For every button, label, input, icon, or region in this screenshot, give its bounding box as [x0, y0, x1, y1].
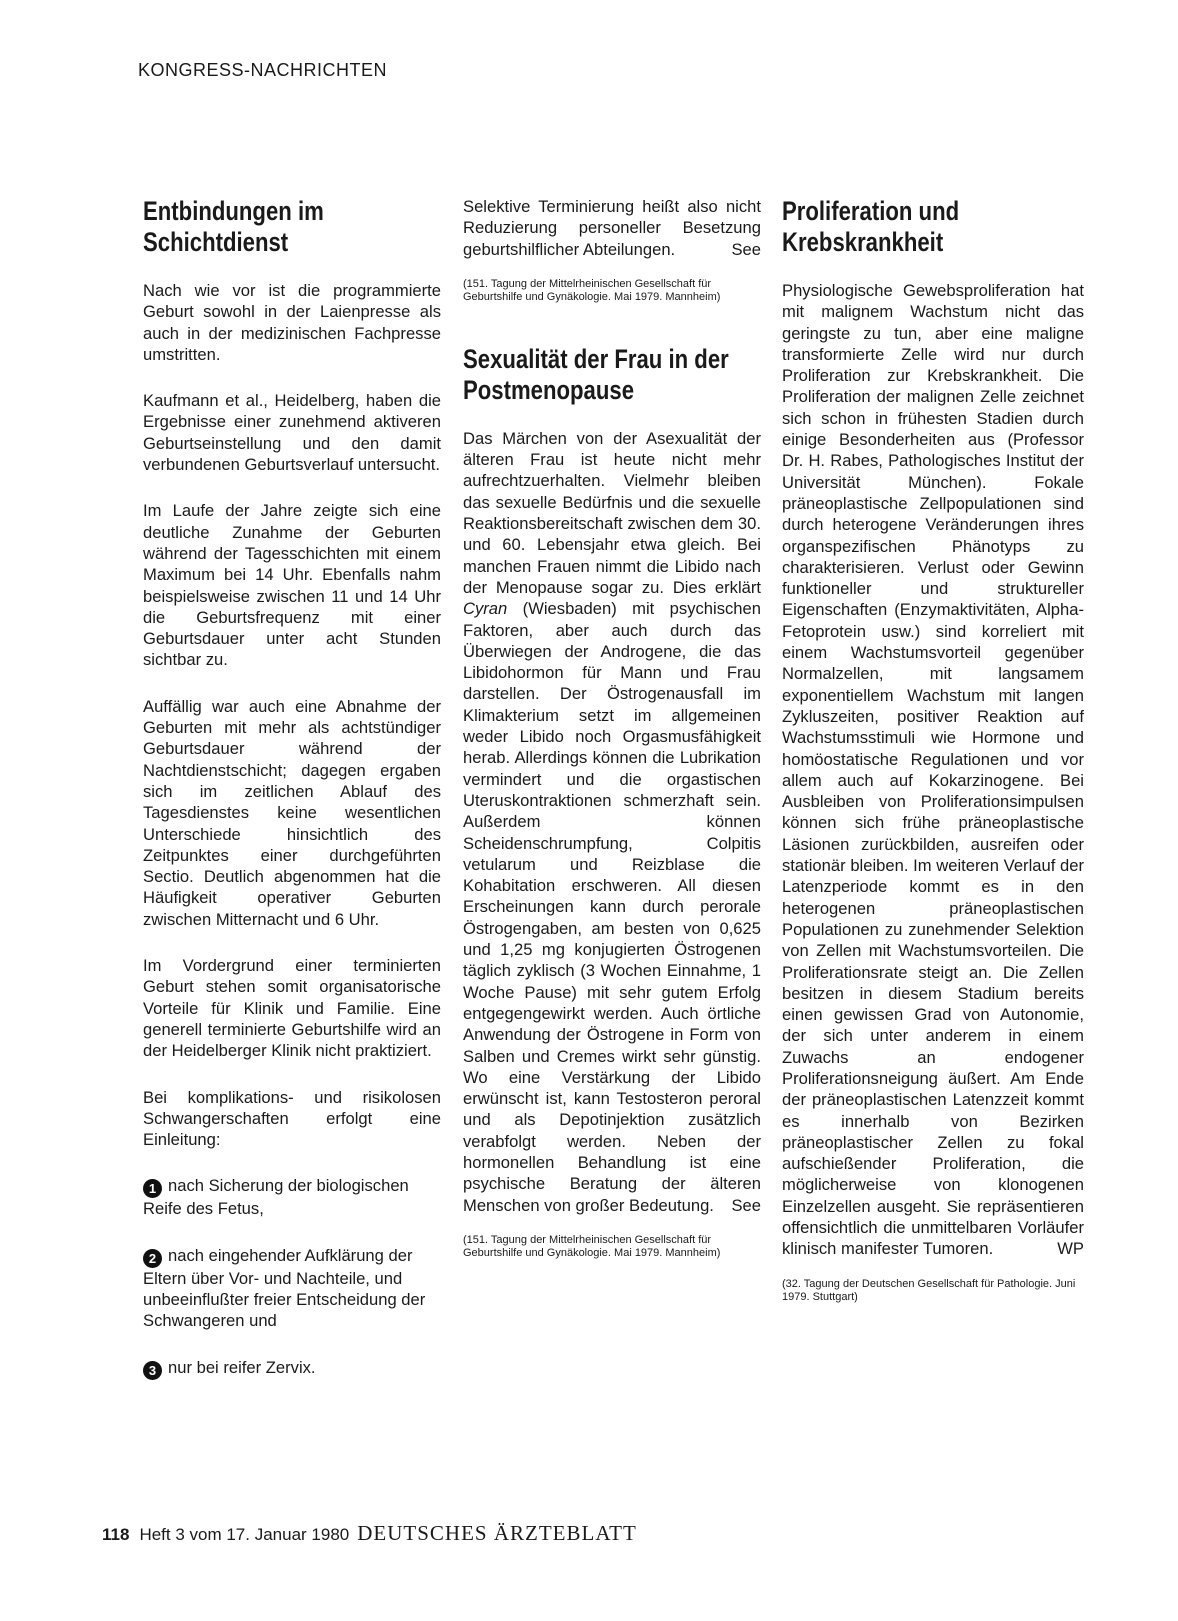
list-item [143, 1175, 441, 1219]
paragraph: Kaufmann et al., Heidelberg, haben die Ergebnisse einer zunehmend aktiveren Geburtseinstellung und den damit verbundenen Geburtsverlauf untersucht. [143, 391, 441, 475]
author-signature: See [731, 1195, 761, 1215]
article-title-2: Sexualität der Frau in der Postmenopause [463, 343, 729, 405]
author-name: Cyran [463, 599, 508, 619]
paragraph: Das Märchen von der Asexualität der älteren Frau ist heute nicht mehr aufrechtzuerhalten. Vielmehr bleiben das sexuelle Bedürfnis und die sexuelle Reaktionsbereitschaft zwischen dem 30. und 60. Lebensjahr etwa gleich. Bei manchen Frauen nimmt die Libido nach der Menopause sogar zu. Dies erklärt Cyran (Wiesbaden) mit psychischen Faktoren, aber auch durch das Überwiegen der Androgene, die das Libidohormon für Mann und Frau darstellen. Der Östrogenausfall im Klimakterium setzt im allgemeinen weder Libido noch Orgasmusfähigkeit herab. Allerdings können die Lubrikation vermindert und die orgastischen Uteruskontraktionen schmerzhaft sein. Außerdem können Scheidenschrumpfung, Colpitis vetularum und Reizblase die Kohabitation erschweren. All diesen Erscheinungen kann durch perorale Östrogengaben, am besten von 0,625 und 1,25 mg konjugierten Östrogenen täglich zyklisch (3 Wochen Einnahme, 1 Woche Pause) mit sehr gutem Erfolg entgegengewirkt werden. Auch örtliche Anwendung der Östrogene in Form von Salben und Cremes wirkt sehr günstig. Wo eine Verstärkung der Libido erwünscht ist, kann Testosteron peroral und als Depotinjektion zusätzlich verabfolgt werden. Neben der hormonellen Behandlung ist eine psychische Beratung der älteren Menschen von großer Bedeutung. See [463, 428, 761, 1215]
paragraph: Im Vordergrund einer terminierten Geburt stehen somit organisatorische Vorteile für Klinik und Familie. Eine generell terminierte Geburtshilfe wird an der Heidelberger Klinik nicht praktiziert. [143, 956, 441, 1061]
paragraph: Selektive Terminierung heißt also nicht Reduzierung personeller Besetzung geburtshilflicher Abteilungen. See [463, 197, 761, 259]
issue-info: Heft 3 vom 17. Januar 1980 [139, 1525, 350, 1544]
number-badge-icon: 2 [143, 1249, 162, 1268]
list-item-text: nur bei reifer Zervix. [168, 1357, 316, 1377]
page-number: 118 [102, 1525, 130, 1544]
article-title-3: Proliferation und Krebskrankheit [782, 196, 960, 257]
list-item-text: nach eingehender Aufklärung der Eltern über Vor- und Nachteile, und unbeeinflußter freier Entscheidung der Schwangeren und [143, 1245, 426, 1331]
section-label: KONGRESS-NACHRICHTEN [138, 60, 388, 80]
number-badge-icon: 1 [143, 1179, 162, 1198]
column-2 [463, 196, 761, 1260]
paragraph: Im Laufe der Jahre zeigte sich eine deutliche Zunahme der Geburten während der Tagesschichten mit einem Maximum bei 14 Uhr. Ebenfalls nahm beispielsweise zwischen 11 und 14 Uhr die Geburtsfrequenz mit einer Geburtsdauer unter acht Stunden sichtbar zu. [143, 501, 441, 670]
paragraph: Nach wie vor ist die programmierte Geburt sowohl in der Laienpresse als auch in der medizinischen Fachpresse umstritten. [143, 281, 441, 364]
journal-name: DEUTSCHES ÄRZTEBLATT [357, 1521, 637, 1545]
number-badge-icon: 3 [143, 1361, 162, 1380]
source-note: (151. Tagung der Mittelrheinischen Gesellschaft für Geburtshilfe und Gynäkologie. Mai 1979. Mannheim) [463, 1233, 721, 1259]
page-footer [102, 1521, 637, 1546]
paragraph: Physiologische Gewebsproliferation hat mit malignem Wachstum nicht das geringste zu tun, aber eine maligne transformierte Zelle wird nur durch Proliferation zur Krebskrankheit. Die Proliferation der malignen Zelle zeichnet sich schon in frühesten Stadien durch einige Besonderheiten aus (Professor Dr. H. Rabes, Pathologisches Institut der Universität München). Fokale präneoplastische Zellpopulationen sind durch heterogene Veränderungen ihres organspezifischen Phänotyps zu charakterisieren. Verlust oder Gewinn funktioneller und struktureller Eigenschaften (Enzymaktivitäten, Alpha-Fetoprotein usw.) sind korreliert mit einem Wachstumsvorteil gegenüber Normalzellen, mit langsamem exponentiellem Wachstum mit langen Zykluszeiten, positiver Reaktion auf Wachstumsstimuli wie Hormone und homöostatische Regulationen und vor allem auch auf Kokarzinogene. Bei Ausbleiben von Proliferationsimpulsen können sich frühe präneoplastische Läsionen zurückbilden, ausreifen oder stationär bleiben. Im weiteren Verlauf der Latenzperiode kommt es in den heterogenen präneoplastischen Populationen zu zunehmender Selektion von Zellen mit Wachstumsvorteilen. Die Proliferationsrate steigt an. Die Zellen besitzen in diesem Stadium bereits einen gewissen Grad von Autonomie, der sich unter anderem in einem Zuwachs an endogener Proliferationsneigung äußert. Am Ende der präneoplastischen Latenzzeit kommt es innerhalb von Bezirken präneoplastischer Zellen zu fokal aufschießender Proliferation, die möglicherweise von klonogenen Einzelzellen ausgeht. Sie repräsentieren offensichtlich die unmittelbaren Vorläufer klinisch manifester Tumoren. WP [782, 281, 1084, 1259]
paragraph: Bei komplikations- und risikolosen Schwangerschaften erfolgt eine Einleitung: [143, 1087, 441, 1150]
list-item-text: nach Sicherung der biologischen Reife des Fetus, [143, 1176, 409, 1219]
paragraph: Auffällig war auch eine Abnahme der Geburten mit mehr als achtstündiger Geburtsdauer während der Nachtdienstschicht; dagegen ergaben sich im zeitlichen Ablauf des Tagesdienstes keine wesentlichen Unterschiede hinsichtlich des Zeitpunktes einer durchgeführten Sectio. Deutlich abgenommen hat die Häufigkeit operativer Geburten zwischen Mitternacht und 6 Uhr. [143, 696, 441, 929]
author-signature: See [731, 239, 761, 259]
column-3 [782, 196, 1084, 1304]
list-item [143, 1245, 441, 1332]
article-title-1: Entbindungen im Schichtdienst [143, 196, 324, 257]
column-1 [143, 196, 441, 1405]
source-note: (151. Tagung der Mittelrheinischen Gesellschaft für Geburtshilfe und Gynäkologie. Mai 1979. Mannheim) [463, 277, 721, 303]
author-signature: WP [1057, 1239, 1084, 1259]
source-note: (32. Tagung der Deutschen Gesellschaft für Pathologie. Juni 1979. Stuttgart) [782, 1277, 1076, 1303]
list-item [143, 1357, 441, 1380]
